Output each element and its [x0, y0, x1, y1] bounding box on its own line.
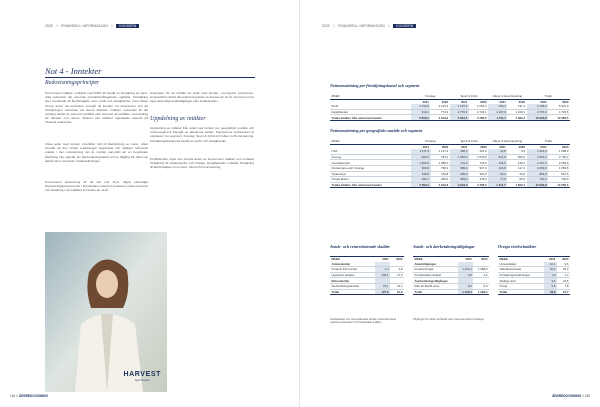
header-section: FINANSIELL INFORMASJON: [61, 24, 108, 28]
table-cell: 1 311,7: [488, 115, 507, 121]
year-header: 2021: [527, 99, 549, 104]
table-cell: 10 903,8: [527, 182, 549, 188]
row-label: USA: [330, 149, 411, 154]
row-label: Hyresintäkter: [498, 262, 544, 267]
table-cell: 3 786,5: [469, 115, 488, 121]
note-title: Not 4 - Inntekter: [45, 66, 102, 76]
table-cell: 76,7: [557, 289, 570, 295]
table-other-income: [498, 256, 570, 295]
table-cell: 6,8: [544, 283, 557, 289]
title-rule: [45, 77, 255, 78]
group-header: Företag: [425, 139, 436, 144]
body-text-col2c: Profilhandeln utgör den största delen av koncernens intäkter och omfattar försäljning till reklambyråer och företag. Detaljhandeln omfattar försäljning till återförsäljare inom sport, fritid och heminredning.: [150, 157, 254, 170]
table-cell: 751,2: [527, 177, 549, 183]
table-cell: 456,3: [450, 149, 469, 154]
table-cell: 1 360,4: [507, 115, 526, 121]
year-header: 2020: [548, 99, 570, 104]
table-cell: 3 934,0: [450, 182, 469, 188]
table-unit: MSEK: [413, 257, 458, 262]
body-text-col1b: Vissa avtal med kunder innehåller rätt till återlämning av varor, vilket innebär att den rörliga ersättningen begränsas och intäkten redovisas endast i den utsträckning det är mycket sannolikt att en betydande återföring inte uppstår. En återbetalningsskuld och en tillgång för rätten att återfå varor redovisas i balansräkningen.: [45, 142, 148, 163]
group-header: Totalt: [544, 94, 552, 99]
table-cell: 1 435,3: [458, 289, 474, 295]
table-cell: 23,1: [375, 283, 390, 289]
year-header: 2020: [469, 99, 488, 104]
right-page: [300, 0, 600, 407]
row-label: Förutbetalda rabatter: [413, 272, 458, 278]
table-cell: 6 106,6: [527, 104, 549, 109]
table-cell: 383,0: [450, 177, 469, 183]
table-cell: 1 360,4: [507, 182, 526, 188]
year-header: 2021: [411, 99, 430, 104]
table-cell: 19,1: [390, 283, 404, 289]
left-footer: [10, 394, 48, 398]
table-geography: [330, 139, 570, 188]
table-cell: 2 497,4: [527, 160, 549, 166]
table-cell: 4 145,3: [430, 104, 449, 109]
table-cell: 9,6: [557, 262, 570, 267]
footer-sep: //: [16, 394, 18, 398]
table-cell: 74,0: [390, 272, 404, 278]
table-cell: 10,1: [544, 262, 557, 267]
year-header: 2020: [430, 99, 449, 104]
year-header: 2021: [411, 144, 430, 149]
table-cell: 35,4: [557, 267, 570, 273]
header-section: FINANSIELL INFORMASJON: [338, 24, 385, 28]
table-cell: 1 003,8: [469, 154, 488, 160]
table-cell: 1 229,1: [507, 109, 526, 115]
table-cell: 1 197,4: [431, 149, 450, 154]
table-liabilities: [330, 256, 404, 295]
table-cell: 9,9: [507, 149, 526, 154]
table-cell: 1 388,0: [431, 160, 450, 166]
table-cell: 26,2: [488, 171, 507, 177]
table-cell: 1 107,6: [488, 109, 507, 115]
table-cell: 1 299,4: [473, 289, 489, 295]
year-header: 2020: [557, 257, 570, 262]
row-label: Totalt: [413, 289, 458, 295]
row-label: Detaljhandel: [330, 109, 411, 115]
year-header: 2021: [488, 99, 507, 104]
table-cell: 10 903,8: [527, 115, 549, 121]
table-cell: 906,8: [411, 165, 430, 171]
table-cell: 4,8: [390, 267, 404, 273]
section-heading: Redovisningsprinciper: [45, 80, 100, 86]
table-cell: 10 066,5: [548, 182, 570, 188]
row-label: Avtalstillgångar: [413, 262, 458, 267]
table-cell: 733,6: [469, 160, 488, 166]
year-header: 2020: [507, 99, 526, 104]
row-label: Förskott från kunder: [330, 267, 375, 273]
body-text-col1c: Koncernens bedömning är att det inte finns några väsentliga finansieringskomponenter i kundavtalen eftersom perioden mellan leverans och betalning i normalfallet är kortare än ett år.: [45, 180, 148, 193]
table-cell: 204,1: [488, 104, 507, 109]
table-unit: MSEK: [498, 257, 544, 262]
row-label: Profil: [330, 104, 411, 109]
table-unit: MSEK: [331, 94, 340, 99]
table-cell: 774,3: [430, 109, 449, 115]
table-cell: 6,3: [473, 283, 489, 289]
table-cell: 763,1: [431, 154, 450, 160]
table-cell: 97,9: [390, 289, 404, 295]
table-cell: 4 919,6: [430, 115, 449, 121]
table-cell: 2 760,2: [548, 154, 570, 160]
row-label: Sydeuropa: [330, 171, 411, 177]
row-label: Upplupna rabatter: [330, 272, 375, 278]
footer-doc-name: ÅRSREDOVISNING: [552, 394, 582, 398]
row-label: Återbetalningstillgångar: [413, 278, 458, 284]
table-cell: 10 066,5: [548, 115, 570, 121]
table-total-row: [413, 289, 489, 295]
table-cell: 48,8: [544, 289, 557, 295]
year-header: 2020: [507, 144, 526, 149]
table-total-row: [330, 115, 570, 121]
table-cell: 798,3: [431, 165, 450, 171]
table5-title: Övriga rörelseintäkter: [498, 244, 537, 249]
table-cell: 1 883,6: [548, 165, 570, 171]
group-header: Företag: [425, 94, 436, 99]
table-cell: 2 009,0: [527, 165, 549, 171]
table-cell: 127,6: [375, 289, 390, 295]
table-cell: 8,2: [458, 283, 474, 289]
table-cell: 829,3: [411, 154, 430, 160]
table-cell: 77,5: [488, 177, 507, 183]
table-cell: 1 609,9: [411, 160, 430, 166]
table-cell: 476,8: [431, 171, 450, 177]
table-cell: 1 157,6: [450, 104, 469, 109]
row-label: Avtalsskulder: [330, 262, 375, 267]
table4-title: Avtals- och återbetalningstillgångar: [413, 244, 475, 249]
row-label: Övrigt: [498, 283, 544, 289]
table-cell: 740,9: [548, 177, 570, 183]
table-cell: 378,3: [469, 177, 488, 183]
table-cell: 146,5: [488, 160, 507, 166]
table-cell: 5 658,1: [411, 182, 430, 188]
body-text-col2: Kostnader för att erhålla ett avtal med kunder, exempelvis provisioner, kostnadsförs direkt då avskrivningstiden är kortare än ett år. Koncernen har inga väsentliga avtalstillgångar eller avtalsskulder.: [150, 91, 254, 104]
table-cell: 117,4: [507, 165, 526, 171]
year-header: 2021: [450, 99, 469, 104]
table-cell: 812,6: [548, 171, 570, 177]
year-header: 2020: [548, 144, 570, 149]
table-cell: 12,8: [488, 149, 507, 154]
header-tag: KONSERN: [116, 24, 139, 28]
table-cell: 5 658,1: [411, 115, 430, 121]
table-cell: 549,5: [411, 171, 430, 177]
table-cell: 3,6: [544, 278, 557, 284]
table-cell: 993,3: [507, 154, 526, 160]
row-label: Totala intäkter från avtal med kunder: [330, 182, 411, 188]
row-label: Nordeuropa exkl. Sverige: [330, 165, 411, 171]
table-cell: 2 823,2: [527, 154, 549, 160]
table-cell: 1 471,9: [411, 149, 430, 154]
year-header: 2020: [390, 257, 404, 262]
year-header: 2020: [431, 144, 450, 149]
table-cell: 1 608,3: [548, 149, 570, 154]
group-header: Gåvor & Heminredning: [492, 94, 523, 99]
section-heading-2: Uppdelning av intäkter: [150, 116, 206, 122]
table-cell: 305,3: [450, 171, 469, 177]
row-label: Sverige: [330, 154, 411, 160]
footer-sep: //: [582, 394, 584, 398]
table-unit: MSEK: [331, 139, 340, 144]
table-cell: 26,4: [544, 267, 557, 273]
table-cell: 301,9: [469, 171, 488, 177]
table4-note: Tillgången för rätten att återfå varor redovisas bland varulager.: [413, 318, 485, 321]
table-total-row: [330, 289, 404, 295]
row-label: Övriga länder: [330, 177, 411, 183]
brand-name: HARVEST: [123, 371, 161, 378]
table-cell: 33,9: [507, 171, 526, 177]
footer-doc-name: ÅRSREDOVISNING: [18, 394, 48, 398]
table-cell: 3 934,0: [450, 115, 469, 121]
year-header: 2021: [527, 144, 549, 149]
table-unit: MSEK: [330, 257, 375, 262]
table2-title: Nettoomsättning per geografiskt område och segment: [330, 128, 423, 133]
table-cell: 967,9: [469, 165, 488, 171]
table-cell: 741,0: [450, 160, 469, 166]
footer-page-number: 184: [10, 394, 16, 398]
year-header: 2021: [458, 257, 474, 262]
table-cell: 1 311,7: [488, 182, 507, 188]
body-text-col1: Koncernens intäkter i enlighet med IFRS 15 består av försäljning av varor, vilka redovisas när varornas prestationsåtaganden uppfyllts. Försäljning sker framförallt till återförsäljare inom profil och detaljhandel. New Wave Group anser att kontrollen övergår till kunden vid leveransen och att försäljningen redovisas vid denna tidpunkt. Intäkten redovisas till det verkliga värdet av vad som erhållits eller kommer att erhållas, med avdrag för rabatter och returer. Returer och rabatter uppskattas baserat på historisk erfarenhet.: [45, 91, 148, 125]
group-header: Gåvor & Heminredning: [492, 139, 523, 144]
table-cell: 66,6: [507, 177, 526, 183]
table-cell: 913,2: [411, 109, 430, 115]
row-label: Kundfordringar: [413, 267, 458, 273]
table-cell: 881,0: [527, 171, 549, 177]
table-cell: 931,9: [488, 154, 507, 160]
table-cell: 1,9: [544, 272, 557, 278]
table-sales-channel: [330, 94, 570, 121]
row-label: Försäkringsersättningar: [498, 272, 544, 278]
row-label: Totala intäkter från avtal med kunder: [330, 115, 411, 121]
table-cell: 5 341,0: [548, 104, 570, 109]
year-header: 2020: [469, 144, 488, 149]
row-label: Rätt att återfå varor: [413, 283, 458, 289]
table3-note: Avtalsskulder och returrelaterade skulder redovisas bland upplupna kostnader och förutbetalda intäkter.: [330, 318, 396, 325]
row-label: Valutakursvinster: [498, 267, 544, 273]
row-label: Återbetalningsskulder: [330, 283, 375, 289]
table-cell: 22,5: [557, 278, 570, 284]
table-assets: [413, 256, 489, 295]
header-tag: KONSERN: [393, 24, 416, 28]
table-cell: 116,8: [488, 165, 507, 171]
group-header: Totalt: [544, 139, 552, 144]
table-cell: 3 786,5: [469, 182, 488, 188]
row-label: Totalt: [330, 289, 375, 295]
table-cell: 3,9: [458, 272, 474, 278]
year-header: 2021: [450, 144, 469, 149]
header-year: 2020: [322, 24, 330, 28]
table-cell: 1 062,0: [450, 154, 469, 160]
year-header: 2021: [488, 144, 507, 149]
table-cell: 1,4: [557, 272, 570, 278]
product-photo: [45, 232, 167, 392]
table-cell: 139,3: [507, 160, 526, 166]
year-header: 2021: [375, 257, 390, 262]
brand-sub: sportswear: [134, 378, 150, 382]
table-cell: 1 064,4: [469, 104, 488, 109]
table-cell: 985,4: [450, 165, 469, 171]
left-header: 2020 // FINANSIELL INFORMASJON // KONSERN: [45, 24, 139, 28]
table-cell: 131,3: [507, 104, 526, 109]
brand-logo: [123, 371, 161, 382]
table-cell: 296,0: [431, 177, 450, 183]
table-cell: 2 722,1: [469, 109, 488, 115]
table-cell: 4 919,6: [431, 182, 450, 188]
table-cell: 4 725,5: [548, 109, 570, 115]
year-header: 2021: [544, 257, 557, 262]
table-cell: 4,2: [473, 272, 489, 278]
right-footer: [552, 394, 590, 398]
table-cell: 1 288,9: [473, 267, 489, 273]
table-cell: 100,1: [375, 272, 390, 278]
row-label: Returskulder: [330, 278, 375, 284]
body-text-col2b: Uppdelning av intäkter från avtal med kunder per geografiskt område och rörelsesegment framgår av tabellerna nedan. Koncernens verksamhet är uppdelad i tre segment: Företag, Sport & Fritid och Gåvor & Heminredning. Försäljningskanalerna består av profil- och detaljhandel.: [150, 126, 254, 143]
year-header: 2020: [473, 257, 489, 262]
header-year: 2020: [45, 24, 53, 28]
table-cell: 290,7: [411, 177, 430, 183]
table-cell: 401,0: [469, 149, 488, 154]
table-cell: 1 941,0: [527, 149, 549, 154]
row-label: Centraleuropa: [330, 160, 411, 166]
table-cell: 4,4: [375, 267, 390, 273]
table-cell: 4 744,9: [411, 104, 430, 109]
table1-title: Nettoomsättning per försäljningskanal och segment: [330, 83, 420, 88]
row-label: Totalt: [498, 289, 544, 295]
group-header: Sport & Fritid: [460, 94, 478, 99]
table-cell: 1 423,2: [458, 267, 474, 273]
footer-page-number: 185: [584, 394, 590, 398]
right-header: 2020 // FINANSIELL INFORMASJON // KONSERN: [322, 24, 416, 28]
woman-in-jacket-image: [45, 232, 167, 392]
table-total-row: [330, 182, 570, 188]
table-cell: 2 776,4: [450, 109, 469, 115]
table-total-row: [498, 289, 570, 295]
group-header: Sport & Fritid: [460, 139, 478, 144]
table-cell: 4 797,2: [527, 109, 549, 115]
table-cell: 2 260,9: [548, 160, 570, 166]
table-cell: 7,8: [557, 283, 570, 289]
table3-title: Avtals- och returrelaterade skulder: [330, 244, 391, 249]
row-label: Statliga stöd: [498, 278, 544, 284]
